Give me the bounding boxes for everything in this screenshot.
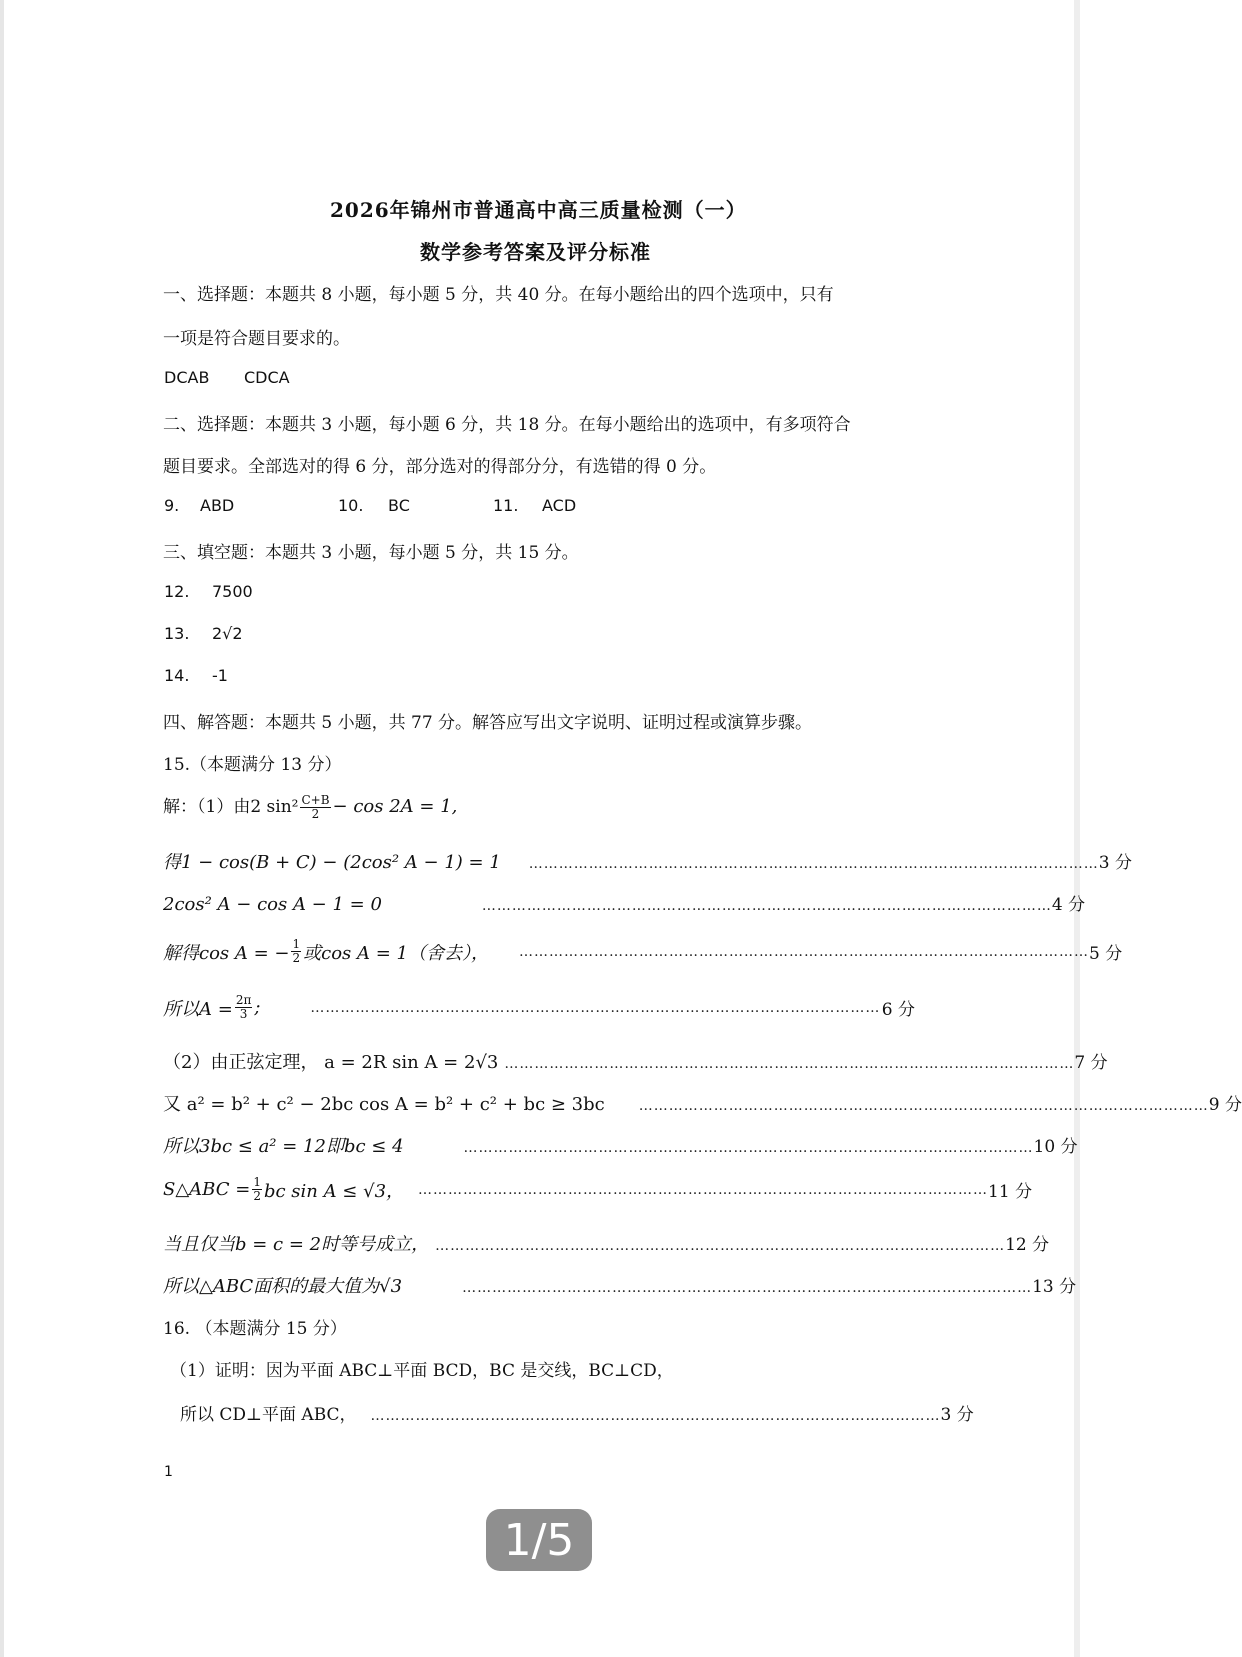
fraction-numerator: 1: [253, 1175, 261, 1189]
q15-line1-pre: 解：（1）由2 sin²: [163, 797, 299, 817]
section-3-desc: 三、填空题：本题共 3 小题，每小题 5 分，共 15 分。: [163, 543, 579, 563]
leader-dots: ……………………………………………………………………………………………………: [418, 1181, 989, 1198]
q9-number: 9.: [164, 496, 180, 515]
q15-line3-score: 4 分: [1051, 895, 1086, 915]
q15-line11-score: 13 分: [1032, 1277, 1077, 1297]
q15-line10-text: 当且仅当b = c = 2时等号成立，: [163, 1234, 430, 1255]
section-2-desc-line2: 题目要求。全部选对的得 6 分，部分选对的得部分分，有选错的得 0 分。: [163, 457, 717, 477]
section-2-desc-line1: 二、选择题：本题共 3 小题，每小题 6 分，共 18 分。在每小题给出的选项中，有多项符合: [163, 415, 851, 435]
q15-line11-text: 所以△ABC面积的最大值为√3: [163, 1276, 403, 1297]
q16-line2-text: 所以 CD⊥平面 ABC，: [180, 1405, 357, 1425]
q15-line10-score: 12 分: [1005, 1235, 1050, 1255]
leader-dots: ……………………………………………………………………………………………………: [463, 1140, 1034, 1156]
q15-line4: [163, 937, 1123, 965]
q15-heading: 15.（本题满分 13 分）: [163, 755, 342, 775]
leader-dots: ……………………………………………………………………………………………………: [528, 856, 1099, 872]
q15-line5-fraction: [235, 994, 253, 1021]
q15-line5-post: ;: [254, 997, 261, 1018]
q15-line10: [163, 1230, 1050, 1256]
fraction-denominator: 3: [239, 1007, 248, 1021]
leader-dots: ……………………………………………………………………………………………………: [462, 1280, 1033, 1296]
q15-line7-score: 9 分: [1208, 1095, 1242, 1115]
q15-line2-text: 得1 − cos(B + C) − (2cos² A − 1) = 1: [163, 852, 501, 873]
q15-line2: [163, 848, 1133, 874]
q15-line1: [163, 792, 457, 821]
q14-answer: -1: [212, 666, 228, 685]
leader-dots: ……………………………………………………………………………………………………: [310, 999, 881, 1016]
q14-number: 14.: [164, 666, 190, 685]
leader-dots: ……………………………………………………………………………………………………: [638, 1098, 1209, 1114]
section-4-desc: 四、解答题：本题共 5 小题，共 77 分。解答应写出文字说明、证明过程或演算步骤。: [163, 713, 813, 733]
q10-answer: BC: [388, 496, 410, 515]
leader-dots: ……………………………………………………………………………………………………: [370, 1408, 941, 1424]
q12-answer: 7500: [212, 582, 253, 601]
q15-line9-post: bc sin A ≤ √3，: [263, 1180, 405, 1202]
q15-line9: [163, 1175, 1033, 1203]
section-1-answers-a: DCAB: [164, 368, 210, 387]
section-1-answers-b: CDCA: [244, 368, 290, 387]
q15-line4-pre: 解得cos A = −: [163, 942, 290, 964]
q15-line7: [163, 1090, 1242, 1116]
q13-answer: 2√2: [212, 624, 243, 643]
section-1-desc-line2: 一项是符合题目要求的。: [163, 329, 350, 349]
section-1-desc-line1: 一、选择题：本题共 8 小题，每小题 5 分，共 40 分。在每小题给出的四个选项中，只有: [163, 285, 834, 305]
leader-dots: ……………………………………………………………………………………………………: [504, 1056, 1075, 1072]
footer-page-number: 1: [164, 1464, 173, 1480]
q15-line8: [163, 1132, 1078, 1158]
q15-line9-score: 11 分: [988, 1182, 1033, 1202]
fraction-denominator: 2: [311, 807, 320, 821]
leader-dots: ……………………………………………………………………………………………………: [481, 898, 1052, 914]
q15-line1-fraction: [300, 794, 330, 821]
q13-number: 13.: [164, 624, 190, 643]
leader-dots: ……………………………………………………………………………………………………: [518, 943, 1089, 960]
q15-line3: [163, 890, 1086, 915]
page-edge-left: [0, 0, 4, 1657]
q15-line7-text: 又 a² = b² + c² − 2bc cos A = b² + c² + bc ≥ 3bc: [163, 1094, 605, 1115]
q16-line2: [180, 1400, 974, 1425]
q15-line4-post: 或cos A = 1（舍去），: [303, 942, 489, 964]
q15-line6: [163, 1048, 1108, 1074]
q15-line4-fraction: [291, 938, 301, 965]
q15-line8-score: 10 分: [1033, 1137, 1078, 1157]
page-title: 2026年锦州市普通高中高三质量检测（一）: [330, 198, 747, 222]
fraction-numerator: 2π: [235, 993, 252, 1007]
q16-heading: 16. （本题满分 15 分）: [163, 1319, 347, 1339]
q15-line6-text: （2）由正弦定理， a = 2R sin A = 2√3: [163, 1052, 499, 1073]
q15-line5-score: 6 分: [881, 1000, 915, 1020]
fraction-numerator: C+B: [301, 793, 330, 807]
q9-answer: ABD: [200, 496, 235, 515]
q16-line1: （1）证明：因为平面 ABC⊥平面 BCD，BC 是交线，BC⊥CD，: [170, 1361, 674, 1381]
q11-answer: ACD: [542, 496, 577, 515]
q15-line8-text: 所以3bc ≤ a² = 12即bc ≤ 4: [163, 1136, 404, 1157]
q11-number: 11.: [493, 496, 519, 515]
fraction-numerator: 1: [292, 937, 301, 951]
q15-line1-post: − cos 2A = 1,: [332, 796, 458, 817]
q15-line2-score: 3 分: [1098, 853, 1133, 873]
q16-line2-score: 3 分: [940, 1405, 974, 1425]
fraction-denominator: 2: [292, 951, 301, 965]
q12-number: 12.: [164, 582, 190, 601]
q15-line11: [163, 1272, 1077, 1298]
q15-line5-pre: 所以A =: [163, 998, 233, 1020]
q15-line3-text: 2cos² A − cos A − 1 = 0: [163, 894, 382, 915]
q15-line6-score: 7 分: [1074, 1053, 1108, 1073]
q15-line5: [163, 994, 915, 1021]
fraction-denominator: 2: [253, 1189, 261, 1203]
page-edge-right: [1074, 0, 1080, 1657]
page-indicator-badge: 1/5: [486, 1509, 592, 1571]
q15-line9-pre: S△ABC =: [163, 1179, 251, 1200]
q15-line4-score: 5 分: [1088, 944, 1123, 964]
q10-number: 10.: [338, 496, 364, 515]
q15-line9-fraction: [252, 1176, 262, 1203]
leader-dots: ……………………………………………………………………………………………………: [435, 1238, 1006, 1254]
page-subtitle: 数学参考答案及评分标准: [420, 240, 651, 264]
